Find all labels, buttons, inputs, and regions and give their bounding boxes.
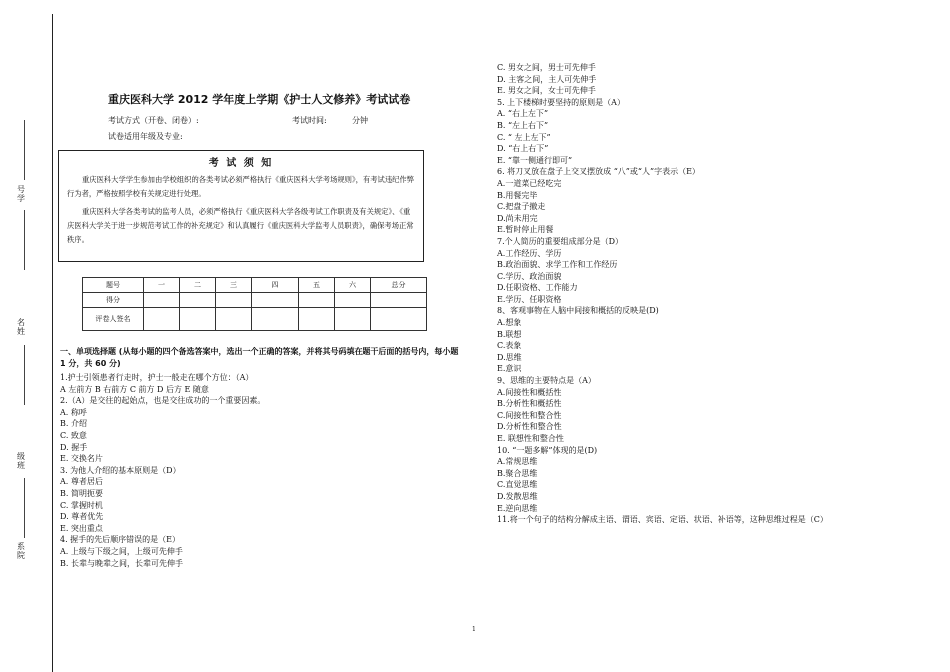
question-line: D.分析性和整合性: [497, 422, 562, 432]
question-line: A. 上级与下级之间，上级可先伸手: [60, 546, 183, 556]
question-line: D. 握手: [60, 442, 88, 452]
question-line: 7.个人简历的重要组成部分是（D）: [497, 236, 624, 246]
question-line: A 左前方 B 右前方 C 前方 D 后方 E 随意: [60, 384, 209, 394]
question-line: C.学历、政治面貌: [497, 271, 562, 281]
question-line: E.暂时停止用餐: [497, 225, 554, 235]
exam-mode-label: 考试方式（开卷、闭卷）:: [108, 116, 199, 125]
question-line: D.思维: [497, 352, 522, 362]
question-line: C. 致意: [60, 430, 87, 440]
score-cell[interactable]: [299, 293, 335, 308]
question-line: A. 称呼: [60, 407, 87, 417]
question-line: B.聚合思维: [497, 468, 538, 478]
notice-paragraph-2: 重庆医科大学各类考试的监考人员，必须严格执行《重庆医科大学各级考试工作职责及有关规定》、《重庆医科大学关于进一步规范考试工作的补充规定》和认真履行《重庆医科大学监考人员职责》，确保考场正常秩序。: [67, 207, 414, 244]
score-row-label: 得分: [83, 293, 144, 308]
page-title: 重庆医科大学 2012 学年度上学期《护士人文修养》考试试卷: [108, 93, 411, 106]
binding-label-student-id: 号学: [17, 185, 25, 203]
score-cell[interactable]: [216, 293, 252, 308]
question-line: 11.将一个句子的结构分解成主语、谓语、宾语、定语、状语、补语等，这种思维过程是（C）: [497, 515, 828, 525]
question-line: E. 联想性和整合性: [497, 434, 564, 443]
grader-row-label: 评卷人签名: [83, 308, 144, 331]
question-line: B. 简明扼要: [60, 488, 103, 498]
question-line: B. 长辈与晚辈之间，长辈可先伸手: [60, 558, 183, 568]
question-line: E.意识: [497, 364, 522, 374]
binding-label-name: 名姓: [17, 318, 25, 336]
binding-divider: [24, 345, 25, 405]
binding-divider: [24, 478, 25, 538]
question-line: B.政治面貌、求学工作和工作经历: [497, 260, 618, 270]
score-table-header: 三: [216, 278, 252, 293]
question-line: E. “靠一侧通行即可”: [497, 155, 573, 165]
grader-cell[interactable]: [252, 308, 299, 331]
binding-label-class: 级班: [17, 452, 25, 470]
question-line: A. 尊者居后: [60, 477, 103, 487]
grader-cell[interactable]: [335, 308, 371, 331]
binding-divider: [24, 210, 25, 270]
question-line: C. 男女之间，男士可先伸手: [497, 63, 596, 72]
question-line: 2.（A）是交往的起始点，也是交往成功的一个重要因素。: [60, 396, 266, 406]
question-line: E.学历、任职资格: [497, 294, 562, 304]
question-line: D. 主客之间，主人可先伸手: [497, 74, 597, 84]
question-line: 8、客观事物在人脑中间接和概括的反映是(D): [497, 306, 659, 316]
question-line: B. 介绍: [60, 419, 87, 429]
question-line: D.发散思维: [497, 491, 538, 501]
question-line: C.把盘子撤走: [497, 202, 546, 212]
question-line: A. “右上左下”: [497, 109, 549, 119]
question-line: D. 尊者优先: [60, 512, 104, 522]
grade-major-label: 试卷适用年级及专业:: [108, 132, 183, 141]
question-line: C. 掌握时机: [60, 500, 103, 510]
question-line: A.间接性和概括性: [497, 387, 562, 397]
score-table-header: 总分: [371, 278, 427, 293]
question-line: 4. 握手的先后顺序错误的是（E）: [60, 535, 181, 545]
question-line: C.表象: [497, 341, 522, 351]
question-line: D.任职资格、工作能力: [497, 283, 578, 293]
minutes-label: 分钟: [352, 116, 368, 125]
question-line: A.想象: [497, 318, 522, 328]
grader-cell[interactable]: [216, 308, 252, 331]
score-cell[interactable]: [180, 293, 216, 308]
score-cell[interactable]: [335, 293, 371, 308]
question-line: A.一道菜已经吃完: [497, 178, 562, 188]
question-line: C.直觉思维: [497, 480, 538, 490]
question-line: A.常规思维: [497, 457, 538, 467]
binding-line: [52, 14, 53, 672]
score-cell[interactable]: [371, 293, 427, 308]
question-line: D.尚未用完: [497, 213, 538, 223]
question-line: 9、思维的主要特点是（A）: [497, 376, 596, 386]
question-line: 10. “一题多解”体现的是(D): [497, 445, 598, 455]
question-line: B. “左上右下”: [497, 120, 549, 130]
score-table-header: 四: [252, 278, 299, 293]
question-line: E. 交换名片: [60, 454, 103, 464]
notice-title: 考 试 须 知: [208, 158, 274, 169]
notice-paragraph-1: 重庆医科大学学生参加由学校组织的各类考试必须严格执行《重庆医科大学考场规则》，有考试违纪作弊行为者，严格按照学校有关规定进行处理。: [67, 175, 415, 198]
question-line: 3. 为他人介绍的基本原则是（D）: [60, 465, 181, 475]
question-line: D. “右上右下”: [497, 144, 549, 154]
exam-time-label: 考试时间:: [292, 116, 327, 125]
score-cell[interactable]: [252, 293, 299, 308]
score-cell[interactable]: [144, 293, 180, 308]
score-table-header: 一: [144, 278, 180, 293]
question-line: B.分析性和概括性: [497, 399, 562, 409]
score-table-header: 题号: [83, 278, 144, 293]
right-question-column: [497, 62, 828, 526]
score-table-header: 五: [299, 278, 335, 293]
section-heading: 一、单项选择题 (从每小题的四个备选答案中，选出一个正确的答案，并将其号码填在题干后面的括号内，每小题 1 分，共 60 分): [60, 347, 459, 368]
exam-notice-box: [58, 150, 424, 262]
question-line: C. “ 左上左下”: [497, 132, 551, 142]
grader-cell[interactable]: [371, 308, 427, 331]
grader-cell[interactable]: [180, 308, 216, 331]
score-table-header: 二: [180, 278, 216, 293]
question-line: E. 男女之间，女士可先伸手: [497, 86, 596, 96]
question-line: C.间接性和整合性: [497, 410, 562, 420]
question-line: E. 突出重点: [60, 523, 103, 533]
question-line: 6. 将刀叉放在盘子上交叉摆放成 “八”或“人”字表示（E）: [497, 167, 700, 177]
question-line: 1.护士引领患者行走时，护士一般走在哪个方位：（A）: [60, 373, 254, 382]
question-line: A.工作经历、学历: [497, 248, 562, 258]
left-question-column: [60, 372, 265, 569]
grader-cell[interactable]: [299, 308, 335, 331]
question-line: B.联想: [497, 329, 522, 339]
question-line: E.逆向思维: [497, 503, 538, 513]
score-table: [82, 277, 427, 331]
question-line: B.用餐完毕: [497, 190, 538, 200]
binding-label-department: 系院: [17, 542, 25, 560]
score-table-header: 六: [335, 278, 371, 293]
page-number: 1: [472, 626, 476, 633]
binding-divider: [24, 120, 25, 180]
grader-cell[interactable]: [144, 308, 180, 331]
question-line: 5. 上下楼梯时要坚持的原则是（A）: [497, 97, 625, 107]
